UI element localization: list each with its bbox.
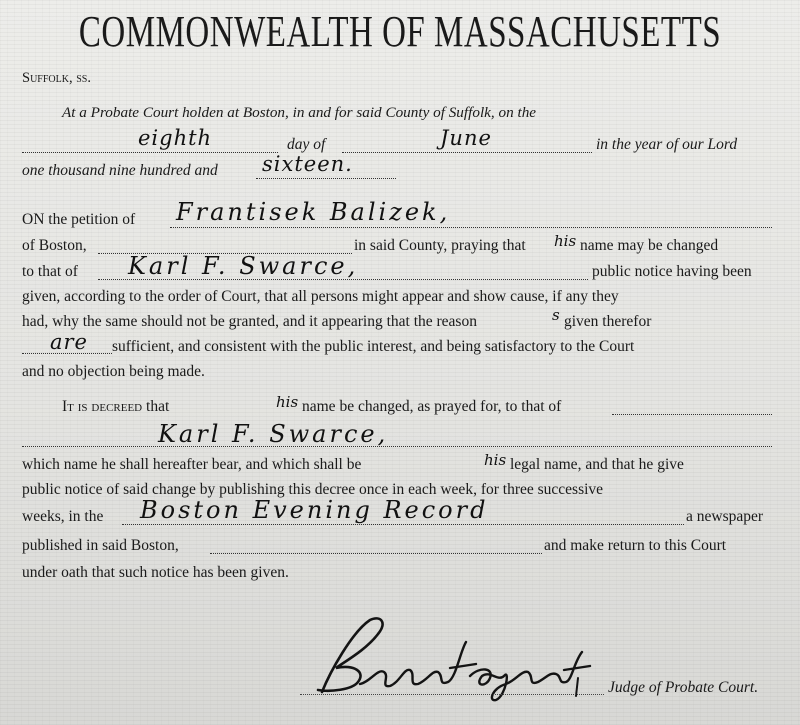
handwritten-are: are: [50, 330, 88, 354]
year-of-lord-label: in the year of our Lord: [596, 136, 738, 153]
decree-text-line-1b: legal name, and that he give: [510, 456, 684, 473]
handwritten-new-name: Karl F. Swarce,: [128, 252, 359, 280]
signature-graphic: [300, 612, 610, 702]
newspaper-dotted-line: [122, 524, 684, 525]
year-dotted-line: [256, 178, 396, 179]
decree-intro-line: [62, 398, 169, 416]
judge-title: Judge of Probate Court.: [608, 679, 759, 696]
notice-given-text: public notice having been: [592, 263, 752, 280]
petition-text-line-4: and no objection being made.: [22, 363, 205, 380]
name-changed-text: name may be changed: [580, 237, 719, 254]
decree-text-line-3b: a newspaper: [686, 508, 764, 525]
court-intro-text: At a Probate Court holden at Boston, in and for said County of Suffolk, on the: [62, 104, 537, 121]
county-label: Suffolk, ss.: [22, 70, 91, 86]
handwritten-petitioner: Frantisek Balizek,: [176, 198, 451, 226]
handwritten-month: June: [440, 126, 492, 150]
decree-text-line-2: public notice of said change by publishing this decree once in each week, for three successive: [22, 481, 604, 498]
decree-text-line-3a: weeks, in the: [22, 508, 104, 525]
handwritten-decree-new-name: Karl F. Swarce,: [158, 420, 389, 448]
handwritten-year: sixteen.: [262, 152, 353, 176]
decree-text-line-1a: which name he shall hereafter bear, and which shall be: [22, 456, 362, 473]
petitioner-dotted-line: [170, 227, 772, 228]
signature-dotted-line: [300, 694, 604, 695]
petition-text-line-2b: given therefor: [564, 313, 652, 330]
to-that-of-label: to that of: [22, 263, 78, 280]
decree-name-dotted-line-2: [22, 446, 772, 447]
year-prefix-label: one thousand nine hundred and: [22, 162, 218, 179]
day-dotted-line: [22, 152, 278, 153]
handwritten-day: eighth: [138, 126, 213, 150]
petition-text-line-3: sufficient, and consistent with the public interest, and being satisfactory to the Court: [112, 338, 635, 355]
petition-of-label: ON the petition of: [22, 211, 136, 228]
decreed-that: that: [146, 398, 170, 415]
handwritten-his-1: his: [554, 232, 577, 250]
handwritten-reasons-s: s: [552, 306, 560, 324]
decree-name-dotted-line-1: [612, 414, 772, 415]
judge-signature: [300, 612, 610, 702]
day-of-label: day of: [287, 136, 326, 153]
decree-text-prayed: name be changed, as prayed for, to that of: [302, 398, 562, 415]
petition-text-line-2a: had, why the same should not be granted, and it appearing that the reason: [22, 313, 477, 330]
in-county-text: in said County, praying that: [354, 237, 526, 254]
published-dotted-line: [210, 553, 542, 554]
of-place-label: of Boston,: [22, 237, 87, 254]
petition-text-line-1: given, according to the order of Court, that all persons might appear and show cause, if any they: [22, 288, 619, 305]
handwritten-his-3: his: [484, 451, 507, 469]
handwritten-newspaper: Boston Evening Record: [140, 496, 489, 524]
decree-text-line-4b: and make return to this Court: [544, 537, 727, 554]
handwritten-his-2: his: [276, 393, 299, 411]
decree-text-line-4a: published in said Boston,: [22, 537, 179, 554]
month-dotted-line: [342, 152, 592, 153]
decree-text-line-5: under oath that such notice has been given.: [22, 564, 289, 581]
document-title: COMMONWEALTH OF MASSACHUSETTS: [78, 8, 722, 57]
decreed-small-caps: It is decreed: [62, 398, 143, 415]
